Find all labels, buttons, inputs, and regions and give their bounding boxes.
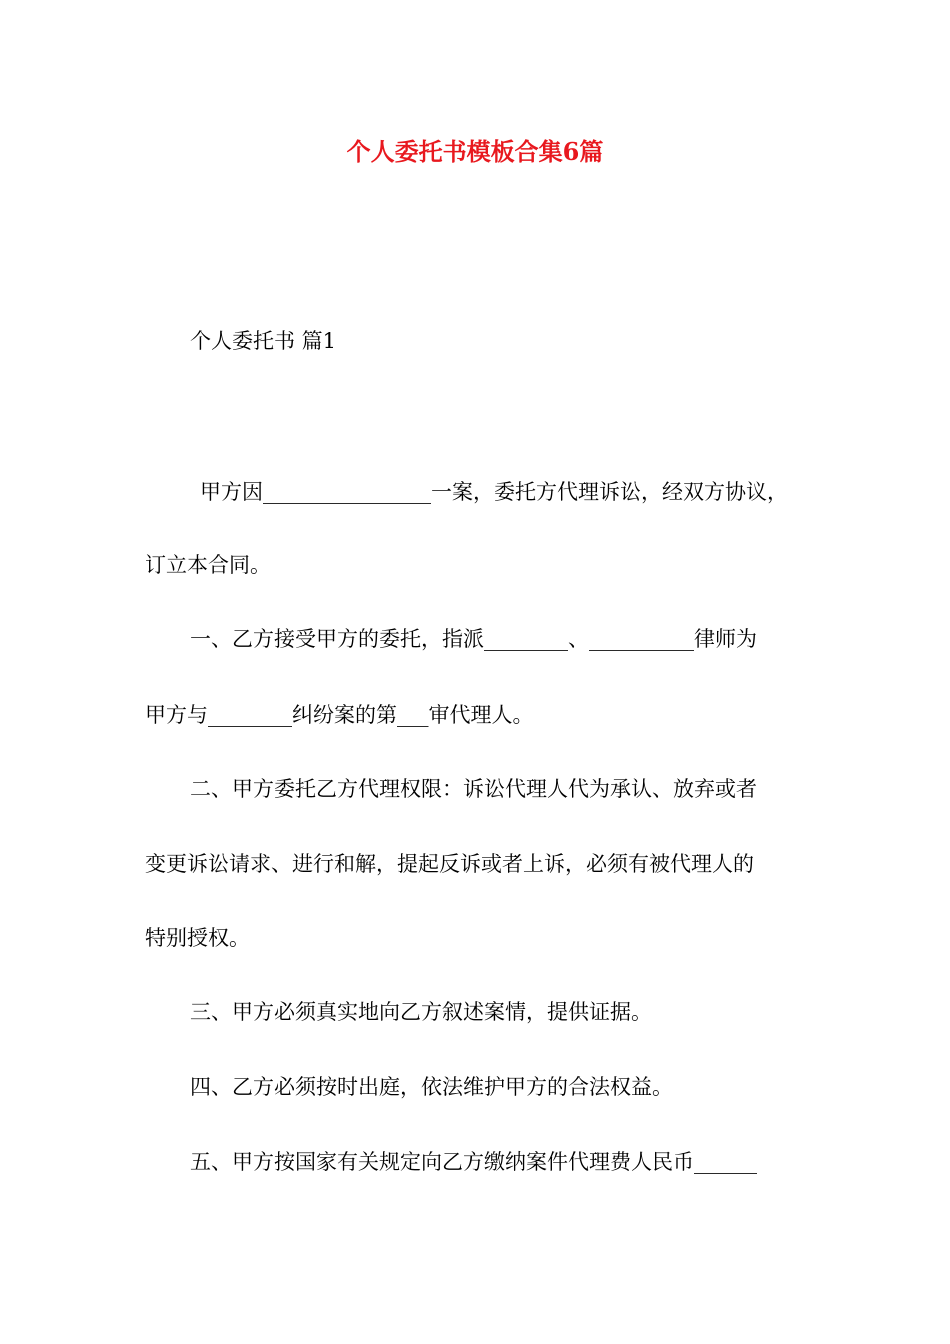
paragraph-line: 五、甲方按国家有关规定向乙方缴纳案件代理费人民币______ <box>190 1150 757 1174</box>
paragraph-line: 四、乙方必须按时出庭，依法维护甲方的合法权益。 <box>190 1075 673 1099</box>
document-title: 个人委托书模板合集6篇 <box>346 137 604 166</box>
paragraph-line: 订立本合同。 <box>145 553 271 577</box>
paragraph-line: 二、甲方委托乙方代理权限：诉讼代理人代为承认、放弃或者 <box>190 777 757 801</box>
paragraph-line: 三、甲方必须真实地向乙方叙述案情，提供证据。 <box>190 1000 652 1024</box>
paragraph-line: 变更诉讼请求、进行和解，提起反诉或者上诉，必须有被代理人的 <box>145 852 754 876</box>
paragraph-line: 一、乙方接受甲方的委托，指派________、__________律师为 <box>190 627 757 651</box>
section-heading: 个人委托书 篇1 <box>190 329 337 353</box>
paragraph-line: 甲方因________________一案，委托方代理诉讼，经双方协议， <box>200 480 788 504</box>
paragraph-line: 特别授权。 <box>145 926 250 950</box>
paragraph-line: 甲方与________纠纷案的第___审代理人。 <box>145 703 534 727</box>
